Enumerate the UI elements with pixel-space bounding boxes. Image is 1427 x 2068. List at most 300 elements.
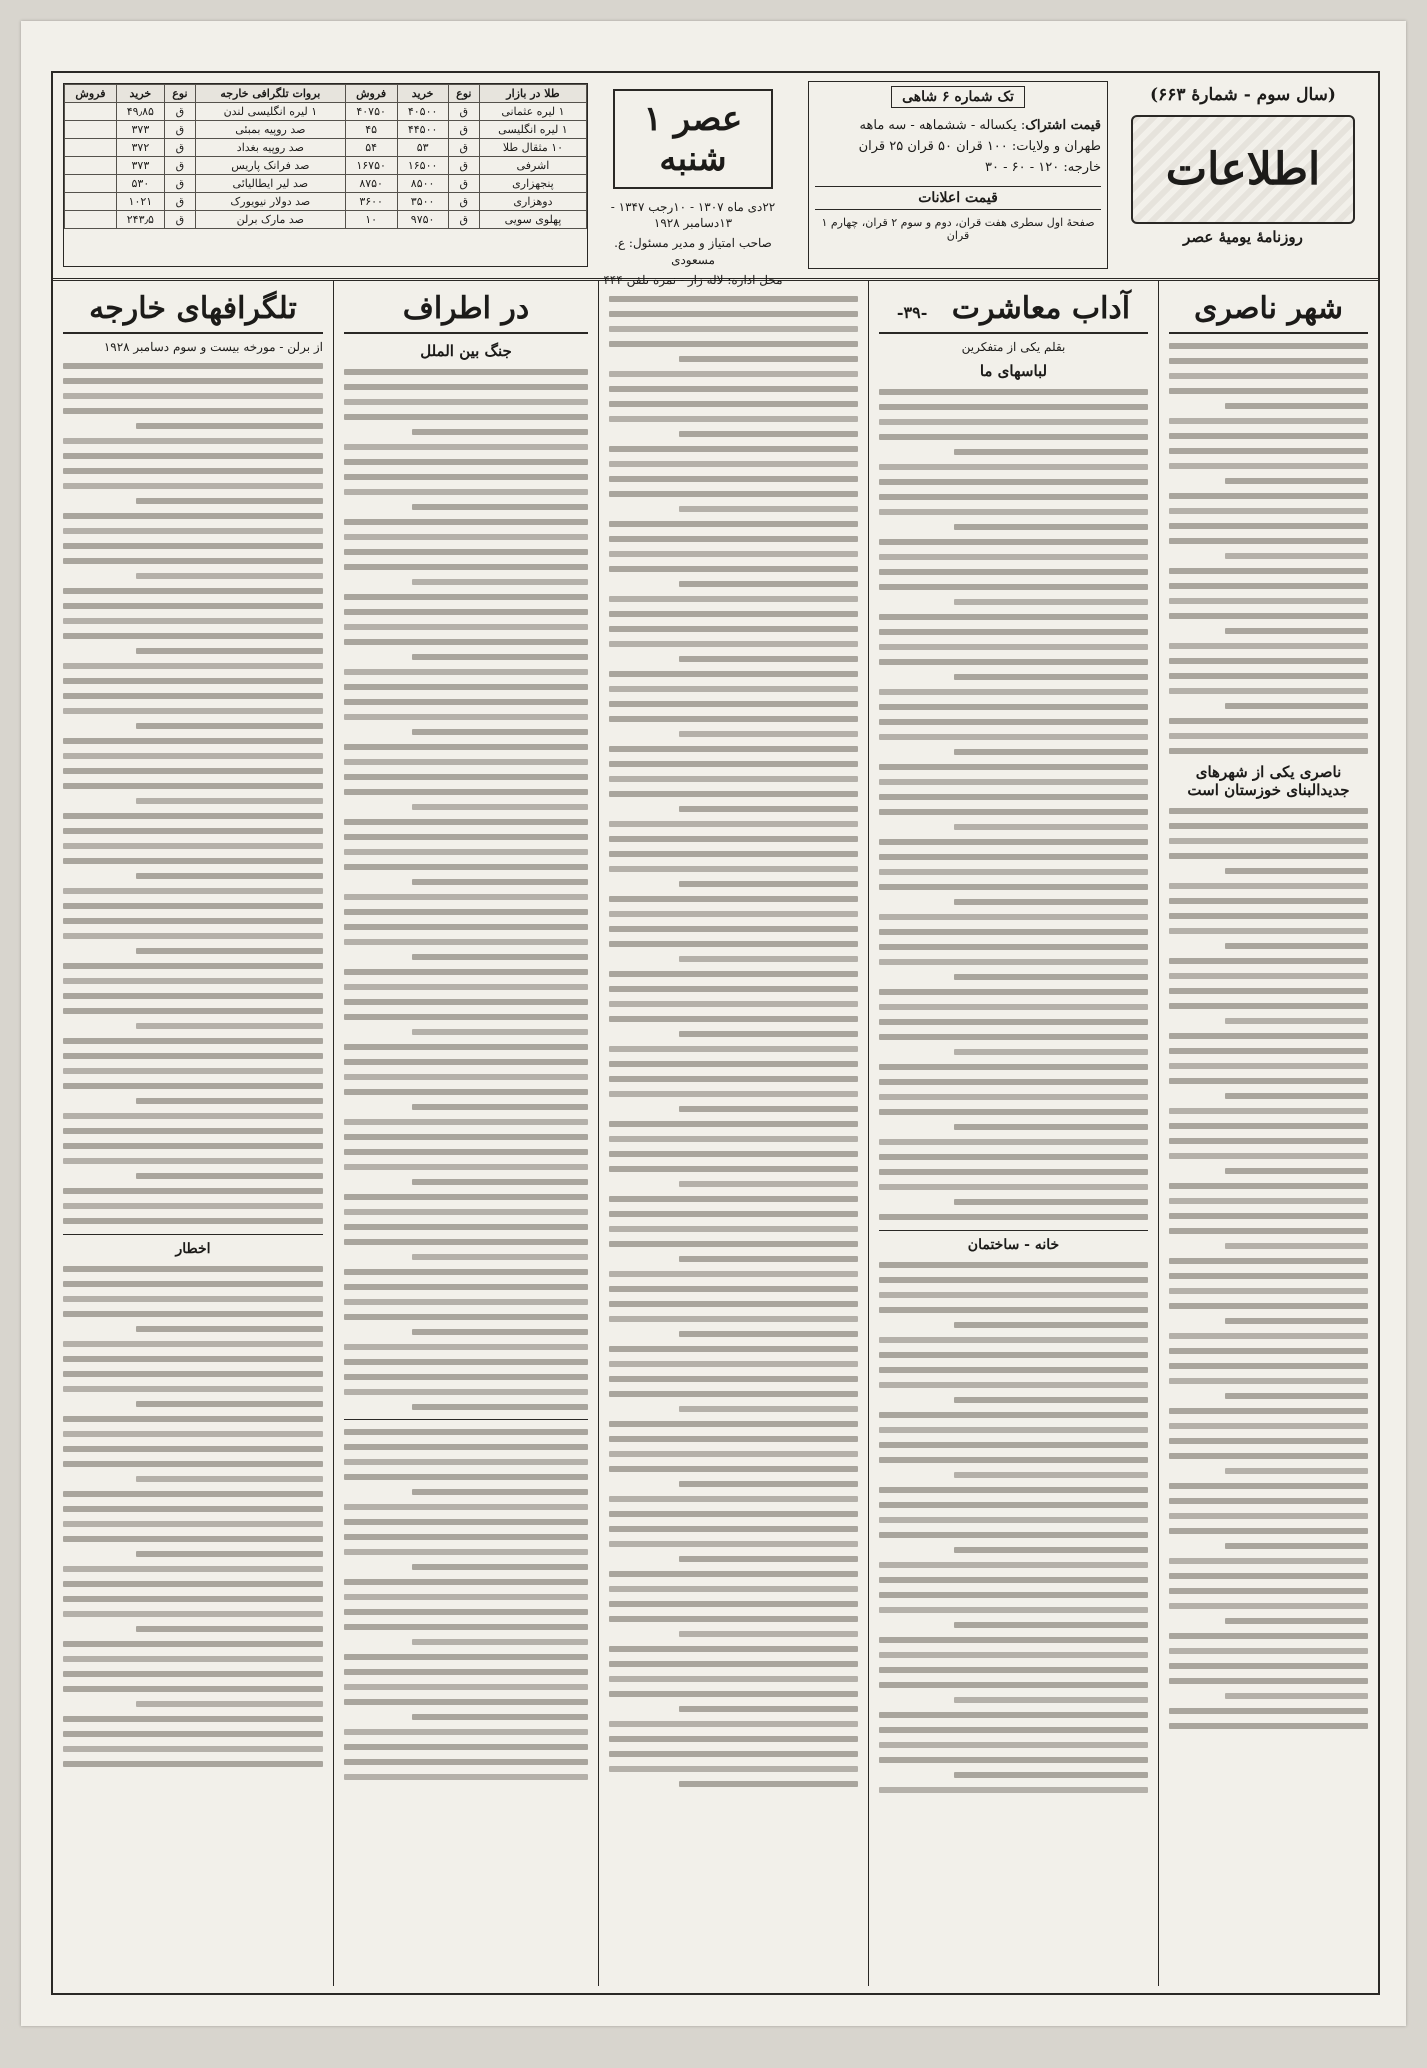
text-line — [879, 959, 1148, 965]
text-line — [879, 929, 1148, 935]
text-line — [136, 1173, 323, 1179]
text-line — [879, 719, 1148, 725]
text-line — [609, 1466, 858, 1472]
text-line — [344, 939, 588, 945]
text-line — [344, 969, 588, 975]
text-line — [136, 423, 323, 429]
rates-cell: ۳۷۳ — [116, 121, 164, 139]
text-line — [954, 899, 1148, 905]
text-line — [609, 1676, 858, 1682]
text-line — [1169, 1648, 1368, 1654]
text-line — [1169, 613, 1368, 619]
rates-cell — [65, 139, 117, 157]
text-line — [609, 1376, 858, 1382]
text-line — [954, 1472, 1148, 1478]
rates-cell — [65, 211, 117, 229]
text-line — [1169, 1453, 1368, 1459]
body-columns — [53, 281, 1378, 1993]
article-text — [879, 389, 1148, 1220]
text-line — [879, 809, 1148, 815]
text-line — [879, 659, 1148, 665]
text-line — [679, 1556, 858, 1562]
text-line — [344, 1164, 588, 1170]
text-line — [344, 1579, 588, 1585]
text-line — [1169, 433, 1368, 439]
text-line — [879, 839, 1148, 845]
text-line — [879, 404, 1148, 410]
text-line — [1169, 508, 1368, 514]
rates-cell: ق — [164, 211, 195, 229]
rates-cell: ۳۵۰۰ — [397, 193, 448, 211]
text-line — [63, 1128, 323, 1134]
headline-atraf: در اطراف — [344, 291, 588, 334]
text-line — [954, 1322, 1148, 1328]
text-line — [679, 806, 858, 812]
rates-row — [65, 139, 587, 157]
text-line — [63, 1536, 323, 1542]
text-line — [344, 759, 588, 765]
text-line — [136, 798, 323, 804]
text-line — [1169, 988, 1368, 994]
text-line — [609, 626, 858, 632]
rates-header: خرید — [116, 85, 164, 103]
rates-cell: ق — [448, 211, 479, 229]
text-line — [879, 1109, 1148, 1115]
text-line — [344, 909, 588, 915]
text-line — [1169, 568, 1368, 574]
text-line — [63, 678, 323, 684]
text-line — [63, 543, 323, 549]
text-line — [63, 1521, 323, 1527]
masthead-brand — [1118, 81, 1368, 269]
text-line — [344, 924, 588, 930]
rates-header: خرید — [397, 85, 448, 103]
text-line — [1169, 1123, 1368, 1129]
exchange-rates-table — [64, 84, 587, 229]
text-line — [609, 1271, 858, 1277]
text-line — [879, 794, 1148, 800]
text-line — [136, 723, 323, 729]
text-line — [954, 1049, 1148, 1055]
text-line — [344, 819, 588, 825]
text-line — [412, 1489, 588, 1495]
text-line — [344, 1474, 588, 1480]
text-line — [63, 813, 323, 819]
text-line — [879, 764, 1148, 770]
text-line — [344, 519, 588, 525]
text-line — [63, 528, 323, 534]
text-line — [63, 993, 323, 999]
text-line — [609, 1661, 858, 1667]
text-line — [63, 1581, 323, 1587]
text-line — [63, 1053, 323, 1059]
text-line — [1169, 808, 1368, 814]
text-line — [609, 1451, 858, 1457]
headline-telegraf: تلگرافهای خارجه — [63, 291, 323, 334]
text-line — [879, 1154, 1148, 1160]
text-line — [609, 1091, 858, 1097]
column-adab-continued — [598, 281, 868, 1986]
text-line — [412, 879, 588, 885]
text-line — [609, 1301, 858, 1307]
text-line — [609, 1076, 858, 1082]
text-line — [344, 1269, 588, 1275]
text-line — [344, 1729, 588, 1735]
text-line — [879, 629, 1148, 635]
text-line — [879, 1139, 1148, 1145]
text-line — [63, 753, 323, 759]
text-line — [344, 1444, 588, 1450]
text-line — [63, 363, 323, 369]
text-line — [609, 1241, 858, 1247]
text-line — [679, 1631, 858, 1637]
rates-cell: صد مارک برلن — [196, 211, 346, 229]
text-line — [954, 1199, 1148, 1205]
text-line — [609, 1196, 858, 1202]
text-line — [63, 708, 323, 714]
rates-cell: دوهزاری — [479, 193, 586, 211]
text-line — [63, 888, 323, 894]
text-line — [412, 579, 588, 585]
text-line — [344, 1284, 588, 1290]
text-line — [344, 1224, 588, 1230]
text-line — [344, 399, 588, 405]
text-line — [1169, 1138, 1368, 1144]
text-line — [63, 663, 323, 669]
rates-cell: پهلوی سویی — [479, 211, 586, 229]
text-line — [344, 444, 588, 450]
text-line — [1225, 1018, 1368, 1024]
rates-cell: ق — [164, 157, 195, 175]
text-line — [344, 1314, 588, 1320]
text-line — [609, 791, 858, 797]
text-line — [1169, 1153, 1368, 1159]
text-line — [609, 1016, 858, 1022]
text-line — [344, 1744, 588, 1750]
rates-cell: ۱ لیره انگلیسی — [479, 121, 586, 139]
text-line — [879, 884, 1148, 890]
text-line — [136, 1701, 323, 1707]
text-line — [63, 558, 323, 564]
rates-row — [65, 211, 587, 229]
text-line — [63, 1038, 323, 1044]
text-line — [1169, 1288, 1368, 1294]
text-line — [879, 734, 1148, 740]
text-line — [344, 699, 588, 705]
text-line — [1169, 388, 1368, 394]
text-line — [1169, 688, 1368, 694]
text-line — [1169, 673, 1368, 679]
text-line — [63, 1068, 323, 1074]
text-line — [344, 1759, 588, 1765]
text-line — [879, 1487, 1148, 1493]
rates-cell: صد فرانک پاریس — [196, 157, 346, 175]
rates-cell: ۱۰ مثقال طلا — [479, 139, 586, 157]
text-line — [344, 1194, 588, 1200]
article-text — [63, 1266, 323, 1767]
text-line — [412, 729, 588, 735]
text-line — [609, 1616, 858, 1622]
text-line — [63, 1566, 323, 1572]
text-line — [879, 644, 1148, 650]
text-line — [609, 1121, 858, 1127]
text-line — [412, 804, 588, 810]
rates-cell: ۸۷۵۰ — [345, 175, 397, 193]
text-line — [609, 821, 858, 827]
text-line — [1225, 628, 1368, 634]
text-line — [879, 1307, 1148, 1313]
text-line — [609, 836, 858, 842]
article-text — [879, 1262, 1148, 1793]
rates-cell: ۱ لیره عثمانی — [479, 103, 586, 121]
text-line — [879, 1292, 1148, 1298]
text-line — [1169, 358, 1368, 364]
text-line — [344, 1669, 588, 1675]
text-line — [1225, 1468, 1368, 1474]
text-line — [609, 1151, 858, 1157]
section-telegraf-warning: اخطار — [63, 1234, 323, 1257]
rates-row — [65, 175, 587, 193]
text-line — [609, 371, 858, 377]
text-line — [63, 468, 323, 474]
text-line — [63, 378, 323, 384]
text-line — [879, 1214, 1148, 1220]
text-line — [609, 1721, 858, 1727]
text-line — [1169, 1483, 1368, 1489]
text-line — [1169, 1063, 1368, 1069]
text-line — [679, 881, 858, 887]
text-line — [1225, 943, 1368, 949]
text-line — [1225, 1093, 1368, 1099]
text-line — [879, 1442, 1148, 1448]
text-line — [879, 914, 1148, 920]
text-line — [1169, 1573, 1368, 1579]
text-line — [344, 489, 588, 495]
subhead-adab: لباسهای ما — [979, 362, 1048, 380]
subscription-box: تک شماره ۶ شاهی قیمت اشتراک: یکساله - ششماهه - سه ماهه طهران و ولایات: ۱۰۰ قران ۵۰ قران ۲۵ قران خارجه: ۱۲۰ - ۶۰ - ۳۰ قیمت اعلانات صفحهٔ اول سطری هفت قران، دوم و سوم ۲ قران، چهارم ۱ قران — [808, 81, 1108, 269]
article-text — [344, 369, 588, 1410]
text-line — [344, 984, 588, 990]
text-line — [879, 1577, 1148, 1583]
text-line — [679, 1481, 858, 1487]
text-line — [609, 386, 858, 392]
text-line — [879, 1457, 1148, 1463]
text-line — [1225, 1318, 1368, 1324]
text-line — [1169, 1678, 1368, 1684]
text-line — [879, 1337, 1148, 1343]
text-line — [1169, 1513, 1368, 1519]
text-line — [1225, 1393, 1368, 1399]
rates-cell — [65, 193, 117, 211]
text-line — [1169, 1258, 1368, 1264]
text-line — [879, 509, 1148, 515]
newspaper-page — [21, 21, 1406, 2026]
text-line — [1169, 1273, 1368, 1279]
text-line — [344, 1344, 588, 1350]
text-line — [1169, 1498, 1368, 1504]
text-line — [879, 1532, 1148, 1538]
ads-price-label: قیمت اعلانات — [815, 186, 1101, 210]
text-line — [609, 296, 858, 302]
subscription-periods: یکساله - ششماهه - سه ماهه — [859, 118, 1017, 133]
text-line — [1169, 1003, 1368, 1009]
text-line — [412, 1179, 588, 1185]
text-line — [344, 549, 588, 555]
text-line — [344, 369, 588, 375]
text-line — [63, 978, 323, 984]
rates-cell — [65, 157, 117, 175]
text-line — [344, 1074, 588, 1080]
text-line — [63, 1761, 323, 1767]
owner-line: صاحب امتیاز و مدیر مسئول: ع. مسعودی — [614, 236, 772, 267]
text-line — [879, 989, 1148, 995]
subhead-atraf: جنگ بین الملل — [420, 342, 512, 360]
text-line — [609, 1001, 858, 1007]
text-line — [1169, 1603, 1368, 1609]
text-line — [344, 1609, 588, 1615]
text-line — [63, 1731, 323, 1737]
text-line — [954, 449, 1148, 455]
text-line — [344, 1774, 588, 1780]
rates-cell: صد دولار نیویورک — [196, 193, 346, 211]
exchange-rates — [63, 83, 588, 267]
text-line — [1225, 868, 1368, 874]
text-line — [679, 1331, 858, 1337]
text-line — [1169, 1108, 1368, 1114]
text-line — [63, 1113, 323, 1119]
text-line — [609, 566, 858, 572]
text-line — [63, 1446, 323, 1452]
text-line — [609, 521, 858, 527]
text-line — [1169, 838, 1368, 844]
text-line — [63, 693, 323, 699]
text-line — [609, 716, 858, 722]
text-line — [679, 1106, 858, 1112]
text-line — [344, 1459, 588, 1465]
text-line — [609, 536, 858, 542]
text-line — [412, 1404, 588, 1410]
text-line — [609, 1421, 858, 1427]
text-line — [63, 1386, 323, 1392]
text-line — [1225, 553, 1368, 559]
rates-cell: صد روپیه بمبئی — [196, 121, 346, 139]
text-line — [1169, 1663, 1368, 1669]
rates-cell: ۴۰۷۵۰ — [345, 103, 397, 121]
text-line — [1169, 343, 1368, 349]
text-line — [879, 869, 1148, 875]
text-line — [63, 1506, 323, 1512]
text-line — [1169, 958, 1368, 964]
text-line — [136, 1098, 323, 1104]
text-line — [879, 1562, 1148, 1568]
text-line — [1169, 733, 1368, 739]
text-line — [344, 1149, 588, 1155]
text-line — [412, 1714, 588, 1720]
rates-cell: ۳۶۰۰ — [345, 193, 397, 211]
text-line — [1169, 1363, 1368, 1369]
text-line — [344, 1654, 588, 1660]
text-line — [412, 1329, 588, 1335]
rates-cell: ۳۷۲ — [116, 139, 164, 157]
text-line — [879, 1637, 1148, 1643]
text-line — [1169, 1048, 1368, 1054]
text-line — [1169, 748, 1368, 754]
text-line — [63, 1203, 323, 1209]
text-line — [879, 1079, 1148, 1085]
text-line — [609, 311, 858, 317]
text-line — [1169, 1078, 1368, 1084]
column-adab — [868, 281, 1158, 1986]
text-line — [879, 389, 1148, 395]
text-line — [344, 1594, 588, 1600]
text-line — [879, 1004, 1148, 1010]
text-line — [63, 1311, 323, 1317]
text-line — [1225, 1618, 1368, 1624]
rates-cell: ۸۵۰۰ — [397, 175, 448, 193]
text-line — [63, 1218, 323, 1224]
abroad-price: خارجه: ۱۲۰ - ۶۰ - ۳۰ — [984, 160, 1101, 176]
text-line — [609, 746, 858, 752]
text-line — [63, 768, 323, 774]
text-line — [954, 1772, 1148, 1778]
rates-cell: ۵۳ — [397, 139, 448, 157]
rates-header: طلا در بازار — [479, 85, 586, 103]
tehran-provinces-price: طهران و ولایات: ۱۰۰ قران ۵۰ قران ۲۵ قران — [858, 139, 1101, 155]
text-line — [609, 911, 858, 917]
text-line — [609, 1541, 858, 1547]
rates-cell: ۱۰۲۱ — [116, 193, 164, 211]
text-line — [63, 1281, 323, 1287]
text-line — [63, 1716, 323, 1722]
text-line — [679, 1181, 858, 1187]
text-line — [879, 539, 1148, 545]
text-line — [609, 1436, 858, 1442]
text-line — [609, 896, 858, 902]
text-line — [954, 749, 1148, 755]
rates-cell: ق — [164, 121, 195, 139]
text-line — [879, 1262, 1148, 1268]
text-line — [136, 498, 323, 504]
text-line — [1225, 703, 1368, 709]
text-line — [344, 669, 588, 675]
headline-adab-number: -۳۹- — [896, 303, 928, 322]
text-line — [679, 731, 858, 737]
text-line — [344, 594, 588, 600]
text-line — [63, 1371, 323, 1377]
text-line — [609, 1166, 858, 1172]
column-atraf — [333, 281, 598, 1986]
text-line — [879, 1094, 1148, 1100]
text-line — [63, 1188, 323, 1194]
text-line — [136, 1551, 323, 1557]
section-adab-house: خانه - ساختمان — [879, 1230, 1148, 1253]
text-line — [344, 1519, 588, 1525]
text-line — [63, 513, 323, 519]
single-issue-price: تک شماره ۶ شاهی — [891, 86, 1025, 108]
text-line — [63, 1671, 323, 1677]
text-line — [954, 1547, 1148, 1553]
text-line — [1225, 1543, 1368, 1549]
text-line — [679, 656, 858, 662]
text-line — [609, 491, 858, 497]
text-line — [63, 1641, 323, 1647]
text-line — [1169, 1558, 1368, 1564]
text-line — [344, 1134, 588, 1140]
text-line — [609, 341, 858, 347]
text-line — [63, 603, 323, 609]
text-line — [609, 1601, 858, 1607]
page-frame — [51, 71, 1380, 1995]
